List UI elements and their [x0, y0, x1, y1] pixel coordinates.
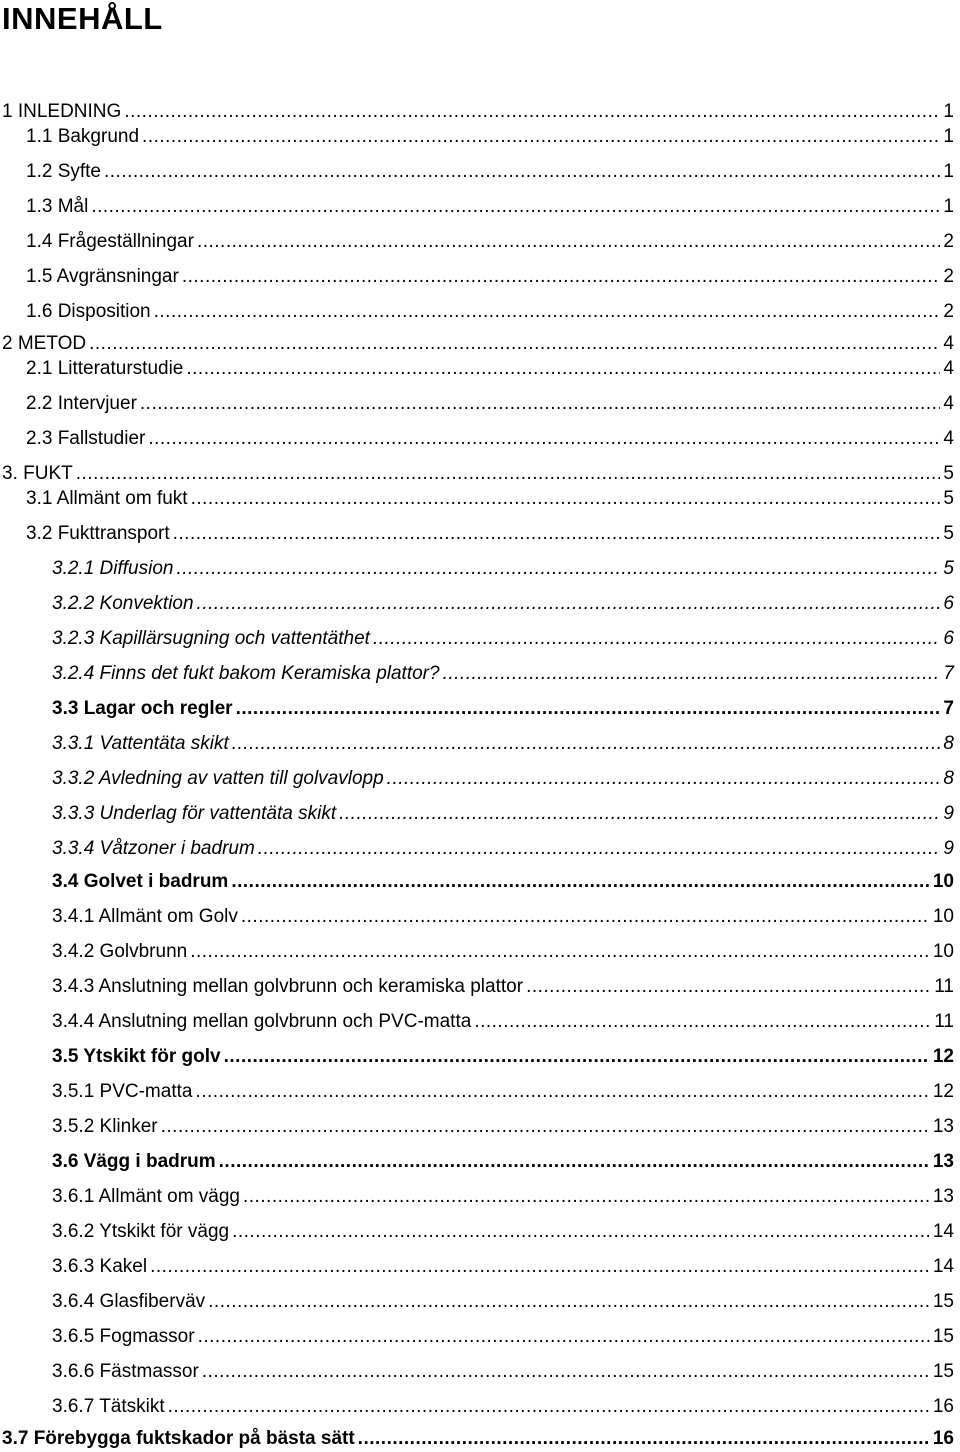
toc-dot-leader — [208, 1289, 930, 1315]
toc-dot-leader — [387, 766, 941, 792]
toc-dot-leader — [161, 1114, 930, 1140]
toc-dot-leader — [173, 521, 941, 547]
toc-entry[interactable] — [52, 904, 954, 930]
toc-entry-label: 3.3.3 Underlag för vattentäta skikt — [52, 803, 337, 824]
toc-entry-label: 3.4.4 Anslutning mellan golvbrunn och PVC-matta — [52, 1011, 472, 1032]
toc-dot-leader — [168, 1394, 930, 1420]
toc-entry-label: 3. FUKT — [2, 463, 73, 484]
toc-entry-label: 3.2.2 Konvektion — [52, 593, 194, 614]
toc-entry[interactable] — [52, 1359, 954, 1385]
toc-page-number: 5 — [943, 523, 954, 544]
toc-entry-label: 3.2 Fukttransport — [26, 523, 170, 544]
toc-entry-label: 2.3 Fallstudier — [26, 428, 146, 449]
toc-entry[interactable] — [52, 1254, 954, 1280]
toc-dot-leader — [339, 801, 940, 827]
toc-dot-leader — [186, 356, 940, 382]
toc-entry[interactable] — [52, 766, 954, 792]
toc-page-number: 16 — [932, 1428, 954, 1449]
toc-entry[interactable] — [52, 591, 954, 617]
toc-page-number: 2 — [943, 231, 954, 252]
toc-page-number: 13 — [932, 1116, 954, 1137]
toc-entry[interactable] — [52, 1184, 954, 1210]
toc-entry-label: 1.4 Frågeställningar — [26, 231, 194, 252]
toc-dot-leader — [197, 229, 940, 255]
toc-page-number: 9 — [943, 803, 954, 824]
toc-page-number: 1 — [943, 196, 954, 217]
toc-entry[interactable] — [52, 626, 954, 652]
toc-page-number: 4 — [943, 393, 954, 414]
toc-page-number: 7 — [943, 698, 954, 719]
toc-entry-label: 3.6 Vägg i badrum — [52, 1151, 216, 1172]
toc-entry-label: 3.5.1 PVC-matta — [52, 1081, 193, 1102]
toc-page-number: 4 — [943, 333, 954, 354]
toc-page-number: 14 — [932, 1221, 954, 1242]
toc-entry[interactable] — [52, 1009, 954, 1035]
toc-page-number: 6 — [943, 593, 954, 614]
toc-dot-leader — [358, 1426, 930, 1452]
toc-entry-label: 1.6 Disposition — [26, 301, 151, 322]
toc-entry[interactable] — [26, 391, 954, 417]
toc-dot-leader — [243, 1184, 930, 1210]
toc-entry-label: 3.2.3 Kapillärsugning och vattentäthet — [52, 628, 370, 649]
toc-entry-label: 3.2.4 Finns det fukt bakom Keramiska plattor? — [52, 663, 440, 684]
toc-dot-leader — [91, 194, 940, 220]
toc-dot-leader — [197, 591, 941, 617]
toc-entry[interactable] — [26, 486, 954, 512]
toc-entry[interactable] — [52, 1219, 954, 1245]
toc-page-number: 8 — [943, 768, 954, 789]
toc-entry-label: 3.6.3 Kakel — [52, 1256, 148, 1277]
toc-entry[interactable] — [2, 1426, 954, 1452]
toc-page-number: 15 — [932, 1291, 954, 1312]
toc-entry-label: 3.5.2 Klinker — [52, 1116, 158, 1137]
toc-entry-label: 3.3 Lagar och regler — [52, 698, 233, 719]
toc-page-number: 12 — [932, 1046, 954, 1067]
toc-entry-label: 3.4.2 Golvbrunn — [52, 941, 188, 962]
toc-dot-leader — [373, 626, 940, 652]
toc-dot-leader — [140, 391, 941, 417]
toc-entry-label: 1.1 Bakgrund — [26, 126, 140, 147]
toc-entry-label: 3.7 Förebygga fuktskador på bästa sätt — [2, 1428, 355, 1449]
toc-dot-leader — [474, 1009, 931, 1035]
toc-page-number: 15 — [932, 1326, 954, 1347]
toc-page-number: 12 — [932, 1081, 954, 1102]
page-title: INNEHÅLL — [2, 1, 163, 36]
toc-entry-label: 2.2 Intervjuer — [26, 393, 137, 414]
toc-page-number: 14 — [932, 1256, 954, 1277]
toc-dot-leader — [150, 1254, 930, 1280]
toc-dot-leader — [224, 1044, 930, 1070]
toc-entry[interactable] — [2, 461, 954, 487]
toc-entry-label: 1.3 Mål — [26, 196, 89, 217]
toc-entry-label: 3.6.1 Allmänt om vägg — [52, 1186, 240, 1207]
toc-page-number: 10 — [932, 941, 954, 962]
toc-entry-label: 3.6.6 Fästmassor — [52, 1361, 199, 1382]
toc-entry[interactable] — [52, 1149, 954, 1175]
toc-dot-leader — [232, 731, 941, 757]
toc-entry[interactable] — [52, 731, 954, 757]
toc-entry[interactable] — [26, 194, 954, 220]
toc-entry[interactable] — [26, 299, 954, 325]
toc-dot-leader — [89, 331, 940, 357]
toc-page-number: 2 — [943, 301, 954, 322]
toc-page-number: 1 — [943, 126, 954, 147]
toc-entry[interactable] — [26, 356, 954, 382]
toc-entry-label: 3.5 Ytskikt för golv — [52, 1046, 221, 1067]
toc-entry-label: 3.4 Golvet i badrum — [52, 871, 229, 892]
toc-dot-leader — [104, 159, 940, 185]
toc-page-number: 10 — [932, 906, 954, 927]
toc-entry[interactable] — [2, 331, 954, 357]
toc-entry-label: 1.2 Syfte — [26, 161, 101, 182]
toc-dot-leader — [231, 869, 930, 895]
toc-dot-leader — [124, 99, 940, 125]
toc-entry-label: 1 INLEDNING — [2, 101, 122, 122]
toc-entry-label: 2 METOD — [2, 333, 87, 354]
toc-dot-leader — [142, 124, 940, 150]
toc-dot-leader — [236, 696, 941, 722]
toc-page-number: 2 — [943, 266, 954, 287]
toc-dot-leader — [176, 556, 940, 582]
toc-page-number: 4 — [943, 428, 954, 449]
toc-page-number: 1 — [943, 101, 954, 122]
toc-dot-leader — [154, 299, 941, 325]
toc-entry-label: 3.3.4 Våtzoner i badrum — [52, 838, 255, 859]
toc-page-number: 5 — [943, 463, 954, 484]
toc-page-number: 9 — [943, 838, 954, 859]
toc-dot-leader — [190, 939, 930, 965]
toc-entry[interactable] — [52, 869, 954, 895]
toc-dot-leader — [232, 1219, 930, 1245]
toc-dot-leader — [258, 836, 941, 862]
toc-page-number: 13 — [932, 1186, 954, 1207]
toc-entry[interactable] — [26, 521, 954, 547]
toc-dot-leader — [198, 1324, 930, 1350]
toc-entry-label: 3.3.2 Avledning av vatten till golvavlopp — [52, 768, 384, 789]
toc-page-number: 11 — [934, 976, 954, 997]
toc-dot-leader — [526, 974, 931, 1000]
toc-entry[interactable] — [52, 696, 954, 722]
toc-entry[interactable] — [52, 801, 954, 827]
toc-page-number: 8 — [943, 733, 954, 754]
toc-entry[interactable] — [52, 1044, 954, 1070]
toc-page-number: 13 — [932, 1151, 954, 1172]
toc-entry[interactable] — [52, 1289, 954, 1315]
toc-entry[interactable] — [2, 99, 954, 125]
toc-dot-leader — [202, 1359, 930, 1385]
toc-dot-leader — [182, 264, 941, 290]
toc-entry[interactable] — [26, 124, 954, 150]
toc-page-number: 5 — [943, 558, 954, 579]
toc-entry-label: 3.6.2 Ytskikt för vägg — [52, 1221, 230, 1242]
toc-entry-label: 3.2.1 Diffusion — [52, 558, 174, 579]
toc-entry-label: 3.6.4 Glasfiberväv — [52, 1291, 206, 1312]
toc-dot-leader — [219, 1149, 930, 1175]
toc-page-number: 5 — [943, 488, 954, 509]
toc-entry-label: 3.1 Allmänt om fukt — [26, 488, 188, 509]
toc-entry[interactable] — [52, 1079, 954, 1105]
toc-entry[interactable] — [52, 1114, 954, 1140]
toc-entry[interactable] — [52, 661, 954, 687]
toc-dot-leader — [443, 661, 941, 687]
toc-entry[interactable] — [26, 229, 954, 255]
toc-page-number: 1 — [943, 161, 954, 182]
toc-page-number: 6 — [943, 628, 954, 649]
toc-dot-leader — [195, 1079, 929, 1105]
toc-entry-label: 3.4.3 Anslutning mellan golvbrunn och keramiska plattor — [52, 976, 524, 997]
toc-page-number: 15 — [932, 1361, 954, 1382]
toc-entry-label: 3.3.1 Vattentäta skikt — [52, 733, 229, 754]
toc-page-number: 7 — [943, 663, 954, 684]
toc-dot-leader — [191, 486, 941, 512]
toc-entry-label: 3.6.7 Tätskikt — [52, 1396, 165, 1417]
toc-entry[interactable] — [52, 939, 954, 965]
toc-entry[interactable] — [52, 556, 954, 582]
toc-dot-leader — [76, 461, 941, 487]
toc-entry-label: 2.1 Litteraturstudie — [26, 358, 184, 379]
toc-entry-label: 3.4.1 Allmänt om Golv — [52, 906, 238, 927]
toc-entry[interactable] — [26, 426, 954, 452]
toc-dot-leader — [241, 904, 930, 930]
toc-entry[interactable] — [26, 264, 954, 290]
toc-page-number: 4 — [943, 358, 954, 379]
toc-entry-label: 1.5 Avgränsningar — [26, 266, 179, 287]
toc-page-number: 10 — [932, 871, 954, 892]
toc-entry[interactable] — [26, 159, 954, 185]
toc-entry[interactable] — [52, 1394, 954, 1420]
toc-entry-label: 3.6.5 Fogmassor — [52, 1326, 195, 1347]
toc-dot-leader — [148, 426, 940, 452]
toc-entry[interactable] — [52, 836, 954, 862]
toc-entry[interactable] — [52, 1324, 954, 1350]
toc-page-number: 11 — [934, 1011, 954, 1032]
toc-page-number: 16 — [932, 1396, 954, 1417]
toc-entry[interactable] — [52, 974, 954, 1000]
